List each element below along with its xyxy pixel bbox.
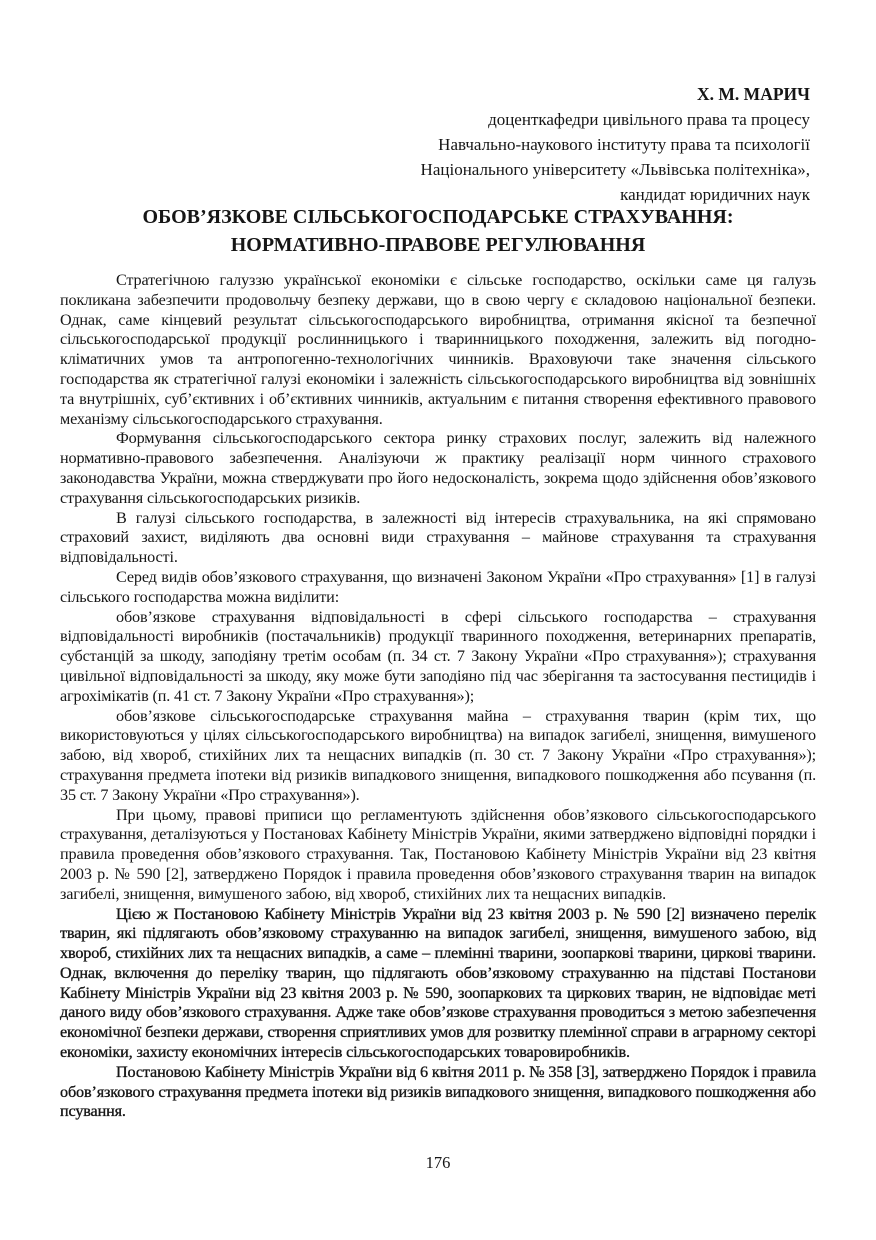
author-affiliation-line-2: Навчально-наукового інституту права та психології	[438, 135, 810, 154]
article-title-line-1: ОБОВ’ЯЗКОВЕ СІЛЬСЬКОГОСПОДАРСЬКЕ СТРАХУВАННЯ:	[142, 206, 734, 228]
article-body	[60, 271, 816, 1122]
body-paragraph-6: обов’язкове сільськогосподарське страхування майна – страхування тварин (крім тих, що використовуються у цілях сільськогосподарського виробництва) на випадок загибелі, знищення, вимушеного забою, від хвороб, стихійних лих та нещасних випадків (п. 30 ст. 7 Закону України «Про страхування»); страхування предмета іпотеки від ризиків випадкового знищення, випадкового пошкодження або псування (п. 35 ст. 7 Закону України «Про страхування»).	[60, 706, 816, 804]
body-paragraph-2: Формування сільськогосподарського сектора ринку страхових послуг, залежить від належного нормативно-правового забезпечення. Аналізуючи ж практику реалізації норм чинного страхового законодавства України, можна стверджувати про його недосконалість, зокрема щодо здійснення обов’язкового страхування сільськогосподарських ризиків.	[60, 429, 816, 507]
body-paragraph-1: Стратегічною галуззю української економіки є сільське господарство, оскільки саме ця галузь покликана забезпечити продовольчу безпеку держави, що в свою чергу є складовою національної безпеки. Однак, саме кінцевий результат сільськогосподарського виробництва, отримання якісної та безпечної сільськогосподарської продукції рослинницького і тваринницького походження, залежить від погодно-кліматичних умов та антропогенно-технологічних чинників. Враховуючи таке значення сільського господарства як стратегічної галузі економіки і залежність сільськогосподарського виробництва від зовнішніх та внутрішніх, суб’єктивних і об’єктивних чинників, актуальним є питання створення ефективного правового механізму сільськогосподарського страхування.	[60, 271, 816, 428]
body-paragraph-7: При цьому, правові приписи що регламентують здійснення обов’язкового сільськогосподарського страхування, деталізуються у Постановах Кабінету Міністрів України, якими затверджено відповідні порядки і правила проведення обов’язкового страхування. Так, Постановою Кабінету Міністрів України від 23 квітня 2003 р. № 590 [2], затверджено Порядок і правила проведення обов’язкового страхування тварин на випадок загибелі, знищення, вимушеного забою, від хвороб, стихійних лих та нещасних випадків.	[60, 805, 816, 903]
body-paragraph-5: обов’язкове страхування відповідальності в сфері сільського господарства – страхування відповідальності виробників (постачальників) продукції тваринного походження, ветеринарних препаратів, субстанцій за шкоду, заподіяну третім особам (п. 34 ст. 7 Закону України «Про страхування»); страхування цивільної відповідальності за шкоду, яку може бути заподіяно під час зберігання та застосування пестицидів і агрохімікатів (п. 41 ст. 7 Закону України «Про страхування»);	[60, 607, 816, 705]
body-paragraph-9: Постановою Кабінету Міністрів України від 6 квітня 2011 р. № 358 [3], затверджено Порядок і правила обов’язкового страхування предмета іпотеки від ризиків випадкового знищення, випадкового пошкодження або псування.	[60, 1062, 816, 1121]
author-affiliation-line-4: кандидат юридичних наук	[620, 185, 810, 204]
article-title-line-2: НОРМАТИВНО-ПРАВОВЕ РЕГУЛЮВАННЯ	[230, 234, 646, 256]
author-affiliation-line-1: доценткафедри цивільного права та процесу	[488, 110, 810, 129]
author-block	[421, 82, 810, 207]
body-paragraph-8: Цією ж Постановою Кабінету Міністрів України від 23 квітня 2003 р. № 590 [2] визначено перелік тварин, які підлягають обов’язковому страхуванню на випадок загибелі, знищення, вимушеного забою, від хвороб, стихійних лих та нещасних випадків, а саме – племінні тварини, зоопаркові тварини, циркові тварини. Однак, включення до переліку тварин, що підлягають обов’язковому страхуванню на підставі Постанови Кабінету Міністрів України від 23 квітня 2003 р. № 590, зоопаркових та циркових тварин, не відповідає меті даного виду обов’язкового страхування. Адже таке обов’язкове страхування проводиться з метою забезпечення економічної безпеки держави, створення сприятливих умов для розвитку племінної справи в аграрному секторі економіки, захисту економічних інтересів сільськогосподарських товаровиробників.	[60, 904, 816, 1062]
body-paragraph-3: В галузі сільського господарства, в залежності від інтересів страхувальника, на які спрямовано страховий захист, виділяють два основні види страхування – майнове страхування та страхування відповідальності.	[60, 508, 816, 567]
body-paragraph-4: Серед видів обов’язкового страхування, що визначені Законом України «Про страхування» [1] в галузі сільського господарства можна виділити:	[60, 567, 816, 606]
page-number: 176	[425, 1153, 451, 1172]
author-name: Х. М. МАРИЧ	[697, 84, 810, 104]
article-title	[0, 203, 876, 259]
author-affiliation-line-3: Національного університету «Львівська політехніка»,	[420, 160, 810, 179]
